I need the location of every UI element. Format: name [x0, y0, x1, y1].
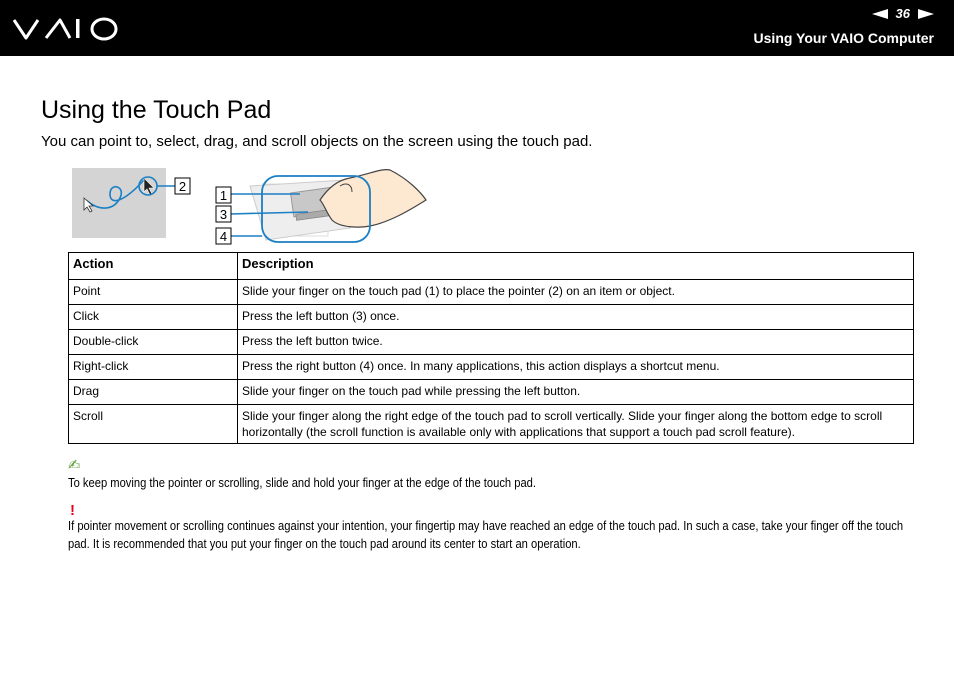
description-cell: Slide your finger on the touch pad (1) to place the pointer (2) on an item or object. — [238, 280, 914, 305]
previous-page-icon[interactable] — [872, 9, 888, 19]
finger-hand — [320, 170, 426, 228]
touch-pad-illustration — [70, 166, 430, 248]
section-title: Using Your VAIO Computer — [753, 30, 934, 46]
action-cell: Scroll — [69, 405, 238, 444]
description-cell: Slide your finger along the right edge of the touch pad to scroll vertically. Slide your finger along the bottom edge to scroll horizontally (the scroll function is available only with applications that support a touch pad scroll feature). — [238, 405, 914, 444]
page-number: 36 — [895, 6, 910, 21]
table-row — [69, 330, 914, 355]
next-page-icon[interactable] — [918, 9, 934, 19]
table-header-row — [69, 253, 914, 280]
description-cell: Slide your finger on the touch pad while pressing the left button. — [238, 380, 914, 405]
page-title: Using the Touch Pad — [41, 96, 272, 124]
note-pencil-icon: ✍ — [68, 457, 81, 474]
page-navigation — [872, 6, 934, 21]
description-cell: Press the left button (3) once. — [238, 305, 914, 330]
callout-2-label: 2 — [178, 179, 187, 194]
callout-4-label: 4 — [219, 229, 228, 244]
intro-text: You can point to, select, drag, and scroll objects on the screen using the touch pad. — [41, 133, 593, 150]
warning-text: If pointer movement or scrolling continues against your intention, your fingertip may have reached an edge of the touch pad. In such a case, take your finger off the touch pad. It is recommended that you put your finger on the touch pad around its center to start an operation. — [68, 518, 904, 551]
table-row — [69, 280, 914, 305]
table-row — [69, 305, 914, 330]
vaio-logo — [12, 14, 120, 42]
callout-3-label: 3 — [219, 207, 228, 222]
table-row — [69, 380, 914, 405]
action-cell: Point — [69, 280, 238, 305]
action-cell: Double-click — [69, 330, 238, 355]
callout-1-label: 1 — [219, 188, 228, 203]
description-cell: Press the left button twice. — [238, 330, 914, 355]
description-cell: Press the right button (4) once. In many applications, this action displays a shortcut menu. — [238, 355, 914, 380]
action-cell: Click — [69, 305, 238, 330]
table-row — [69, 405, 914, 444]
page-header — [0, 0, 954, 56]
action-cell: Drag — [69, 380, 238, 405]
column-header-action: Action — [69, 253, 238, 280]
column-header-description: Description — [238, 253, 914, 280]
touch-pad-actions-table — [68, 252, 914, 444]
table-row — [69, 355, 914, 380]
exclamation-icon: ! — [70, 502, 75, 519]
note-text: To keep moving the pointer or scrolling, slide and hold your finger at the edge of the touch pad. — [68, 475, 537, 490]
action-cell: Right-click — [69, 355, 238, 380]
